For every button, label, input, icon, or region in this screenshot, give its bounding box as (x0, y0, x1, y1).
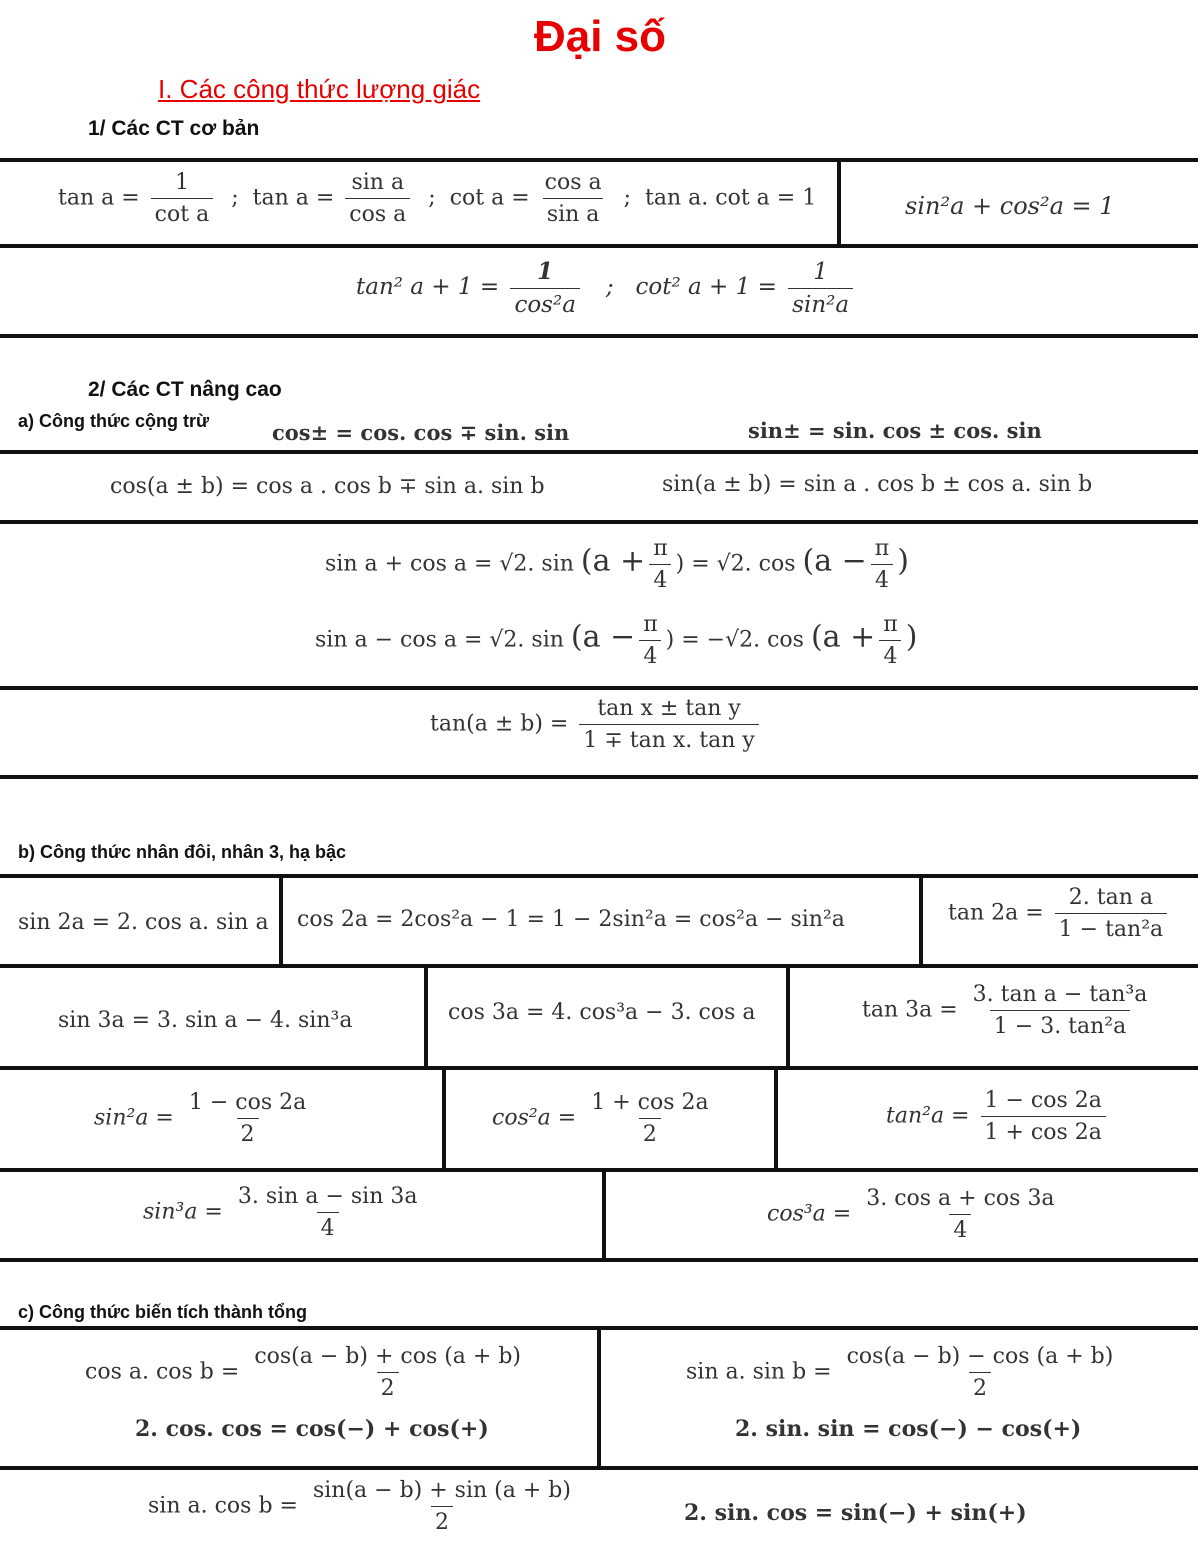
table-divider (774, 1066, 778, 1170)
subsection-double-triple: b) Công thức nhân đôi, nhân 3, hạ bậc (18, 842, 347, 862)
table-divider (597, 1326, 601, 1468)
cos-sum-formula: cos(a ± b) = cos a . cos b ∓ sin a. sin b (110, 474, 545, 499)
basic-formulas-row: tan a = $\frac{1}{\text{cot a}}$ ; tan a = $\frac{\text{sin a}}{\text{cos a}}$ ; cot a = $\frac{\text{cos a}}{\text{sin a}}$ ; tan a. cot a = 1 (58, 170, 817, 227)
table-rule (0, 775, 1198, 779)
subsection-basic: 1/ Các CT cơ bản (88, 117, 260, 140)
subsection-product-to-sum: c) Công thức biến tích thành tổng (18, 1302, 308, 1322)
sin-minus-cos-formula: sin a − cos a = √2. sin (a − $\frac{\pi}{4}$ ) = −√2. cos (a + $\frac{\pi}{4}$ ) (315, 612, 918, 669)
tan-squared-formula: tan²a = $\frac{1 - \cos 2a}{1 + \cos 2a}$ (886, 1088, 1110, 1145)
table-rule (0, 686, 1198, 690)
table-divider (786, 964, 790, 1068)
sin-squared-formula: sin²a = $\frac{1 - \cos 2a}{2}$ (94, 1090, 307, 1147)
table-rule (0, 964, 1198, 968)
tan-2a-formula: tan 2a = $\frac{\text{2. tan a}}{\text{1 − tan²a}}$ (948, 885, 1171, 942)
sin-3a-formula: sin 3a = 3. sin a − 4. sin³a (58, 1008, 353, 1033)
cos-3a-formula: cos 3a = 4. cos³a − 3. cos a (448, 1000, 756, 1025)
table-divider (442, 1066, 446, 1170)
table-rule (0, 450, 1198, 454)
table-rule (0, 874, 1198, 878)
table-rule (0, 520, 1198, 524)
table-rule (0, 1168, 1198, 1172)
sin-2a-formula: sin 2a = 2. cos a. sin a (18, 910, 269, 935)
cos-cos-mnemonic: 2. cos. cos = cos(−) + cos(+) (135, 1416, 489, 1442)
mnemonic-cos: cos± = cos. cos ∓ sin. sin (272, 420, 570, 445)
sin-cubed-formula: sin³a = $\frac{\text{3. sin a − sin 3a}}{4}$ (143, 1184, 418, 1241)
table-rule (0, 158, 1198, 162)
table-divider (424, 964, 428, 1068)
tan-sum-formula: tan(a ± b) = $\frac{\text{tan x ± tan y}}{\text{1 ∓ tan x. tan y}}$ (430, 696, 763, 753)
section-heading: I. Các công thức lượng giác (158, 74, 481, 104)
sin-sin-formula: sin a. sin b = $\frac{\cos(a - b) - \cos (a + b)}{2}$ (686, 1344, 1114, 1401)
cos-cos-formula: cos a. cos b = $\frac{\cos(a - b) + \cos (a + b)}{2}$ (85, 1344, 522, 1401)
table-rule (0, 1066, 1198, 1070)
sin-plus-cos-formula: sin a + cos a = √2. sin (a + $\frac{\pi}{4}$ ) = √2. cos (a − $\frac{\pi}{4}$ ) (325, 536, 909, 593)
page-title: Đại số (533, 12, 667, 61)
table-rule (0, 244, 1198, 248)
table-rule (0, 1258, 1198, 1262)
sin-cos-formula: sin a. cos b = $\frac{\sin(a - b) + \sin (a + b)}{2}$ (148, 1478, 571, 1535)
cos-squared-formula: cos²a = $\frac{1 + \cos 2a}{2}$ (492, 1090, 709, 1147)
cos-2a-formula: cos 2a = 2cos²a − 1 = 1 − 2sin²a = cos²a − sin²a (297, 907, 845, 932)
tan-3a-formula: tan 3a = $\frac{\text{3. tan a − tan³a}}{\text{1 − 3. tan²a}}$ (862, 982, 1148, 1039)
sin-cos-mnemonic: 2. sin. cos = sin(−) + sin(+) (684, 1500, 1027, 1526)
fraction: $\frac{1}{\text{cot a}}$ (151, 170, 214, 227)
sin-sin-mnemonic: 2. sin. sin = cos(−) − cos(+) (735, 1416, 1082, 1442)
table-rule (0, 334, 1198, 338)
table-rule (0, 1466, 1198, 1470)
tan-cot-identities: tan² a + 1 = $\frac{1}{\text{cos²a}}$ ; cot² a + 1 = $\frac{1}{\text{sin²a}}$ (356, 258, 857, 318)
pythagorean-identity: sin²a + cos²a = 1 (905, 192, 1115, 220)
subsection-addition: a) Công thức cộng trừ (18, 411, 210, 431)
mnemonic-sin: sin± = sin. cos ± cos. sin (748, 418, 1042, 443)
subsection-advanced: 2/ Các CT nâng cao (88, 378, 282, 401)
table-divider (602, 1168, 606, 1260)
table-divider (279, 874, 283, 966)
cos-cubed-formula: cos³a = $\frac{\text{3. cos a + cos 3a}}{4}$ (767, 1186, 1055, 1243)
sin-sum-formula: sin(a ± b) = sin a . cos b ± cos a. sin b (662, 472, 1093, 497)
table-divider (919, 874, 923, 966)
table-divider (837, 158, 841, 246)
